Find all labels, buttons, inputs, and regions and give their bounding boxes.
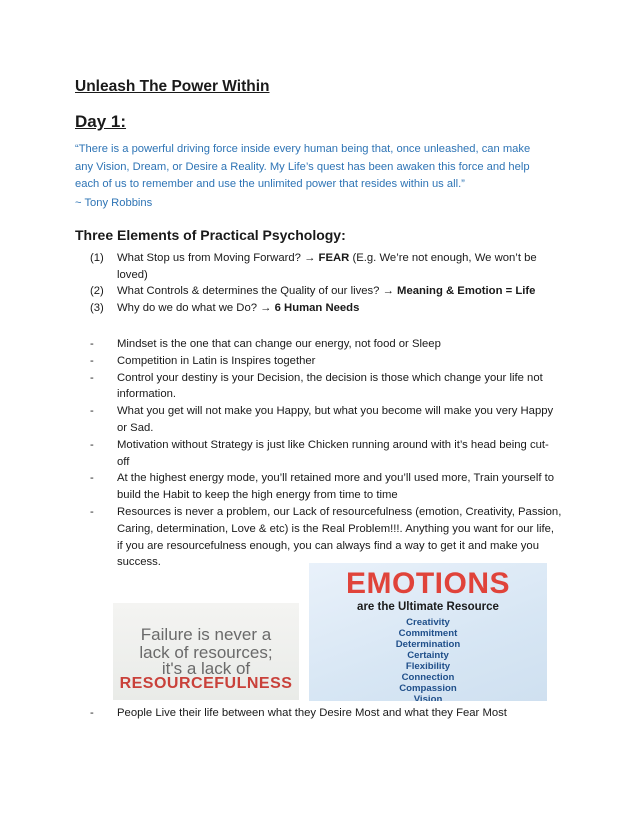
- image-list-item: Certainty: [407, 650, 449, 661]
- item-question: Why do we do what we Do?: [117, 302, 258, 315]
- item-number: (2): [90, 285, 104, 298]
- item-continuation: loved): [117, 268, 148, 281]
- failure-quote-image: [113, 603, 299, 700]
- item-answer: 6 Human Needs: [274, 302, 360, 315]
- item-number: (1): [90, 252, 104, 264]
- image-list-item: Determination: [395, 639, 461, 650]
- bullet-text: build the Habit to keep the high energy from time to time: [117, 489, 398, 502]
- image-list-item: Flexibility: [405, 661, 451, 672]
- quote-line: each of us to remember and use the unlimited power that resides within us all.”: [75, 178, 465, 190]
- item-question: What Stop us from Moving Forward?: [117, 252, 301, 264]
- quote-line: any Vision, Dream, or Desire a Reality. My Life’s quest has been awaken this force and help: [75, 160, 530, 173]
- arrow-icon: →: [304, 252, 316, 264]
- numbered-list: [90, 250, 560, 317]
- bullet-text: What you get will not make you Happy, but what you become will make you very Happy: [117, 405, 554, 418]
- dash-marker: -: [90, 338, 94, 350]
- quote-block: [75, 141, 565, 194]
- item-number: (3): [90, 302, 104, 315]
- bullet-text: success.: [117, 556, 161, 569]
- dash-marker: -: [90, 371, 94, 384]
- image-list: [309, 617, 547, 701]
- bullet-item: [90, 336, 570, 353]
- image-list-item: Connection: [401, 672, 455, 683]
- bullet-text: At the highest energy mode, you’ll retained more and you’ll used more, Train yourself to: [117, 472, 555, 485]
- dash-marker: -: [90, 354, 94, 367]
- section-heading: Three Elements of Practical Psychology:: [75, 227, 346, 243]
- bullet-item: [90, 705, 570, 722]
- image-text: lack of resources;: [139, 643, 273, 662]
- dash-marker: -: [90, 472, 94, 485]
- bullet-item: [90, 437, 570, 471]
- bullet-text: Caring, determination, Love & etc) is the Real Problem!!!. Anything you want for our life,: [117, 522, 555, 535]
- item-answer: FEAR: [318, 252, 350, 264]
- numbered-item: [90, 250, 560, 283]
- day-heading: Day 1:: [75, 112, 127, 131]
- document-title: Unleash The Power Within: [75, 78, 270, 95]
- image-text: RESOURCEFULNESS: [119, 675, 293, 692]
- bullet-text: Mindset is the one that can change our energy, not food or Sleep: [117, 338, 441, 350]
- bullet-item: [90, 504, 570, 571]
- bullet-item: [90, 470, 570, 504]
- image-text: Failure is never a: [140, 625, 272, 644]
- bullet-list-bottom: [90, 705, 570, 722]
- numbered-item: [90, 300, 560, 317]
- bullet-text: if you are resourcefulness enough, you can always find a way to get it and make you: [117, 539, 539, 552]
- bullet-text: People Live their life between what they Desire Most and what they Fear Most: [117, 707, 507, 719]
- bullet-text: Resources is never a problem, our Lack of resourcefulness (emotion, Creativity, Passion,: [117, 505, 562, 518]
- image-headline: EMOTIONS: [345, 567, 510, 600]
- numbered-item: [90, 283, 560, 300]
- arrow-icon: →: [260, 302, 272, 315]
- image-list-item: Vision: [413, 694, 443, 701]
- bullet-list: [90, 336, 570, 571]
- dash-marker: -: [90, 405, 94, 418]
- bullet-item: [90, 353, 570, 370]
- image-list-item: Commitment: [398, 628, 458, 639]
- emotions-image: [309, 563, 547, 701]
- image-list-item: Creativity: [406, 617, 450, 628]
- quote-author: ~ Tony Robbins: [75, 197, 153, 209]
- quote-line: “There is a powerful driving force inside every human being that, once unleashed, can make: [75, 143, 531, 155]
- bullet-text: or Sad.: [117, 421, 154, 434]
- image-subtitle: are the Ultimate Resource: [357, 601, 499, 613]
- bullet-text: information.: [117, 388, 177, 401]
- bullet-text: Competition in Latin is Inspires together: [117, 354, 316, 367]
- dash-marker: -: [90, 505, 94, 518]
- dash-marker: -: [90, 438, 94, 451]
- item-question: What Controls & determines the Quality of our lives?: [117, 285, 380, 298]
- bullet-text: Motivation without Strategy is just like Chicken running around with it’s head being cut-: [117, 438, 549, 451]
- bullet-item: [90, 403, 570, 437]
- bullet-text: Control your destiny is your Decision, the decision is those which change your life not: [117, 371, 543, 384]
- item-rest: (E.g. We’re not enough, We won’t be: [352, 252, 537, 264]
- item-answer: Meaning & Emotion = Life: [397, 285, 536, 298]
- image-text: it's a lack of: [161, 659, 251, 678]
- dash-marker: -: [90, 707, 94, 719]
- arrow-icon: →: [382, 285, 394, 298]
- image-list-item: Compassion: [399, 683, 457, 694]
- bullet-item: [90, 370, 570, 404]
- bullet-text: off: [117, 455, 130, 468]
